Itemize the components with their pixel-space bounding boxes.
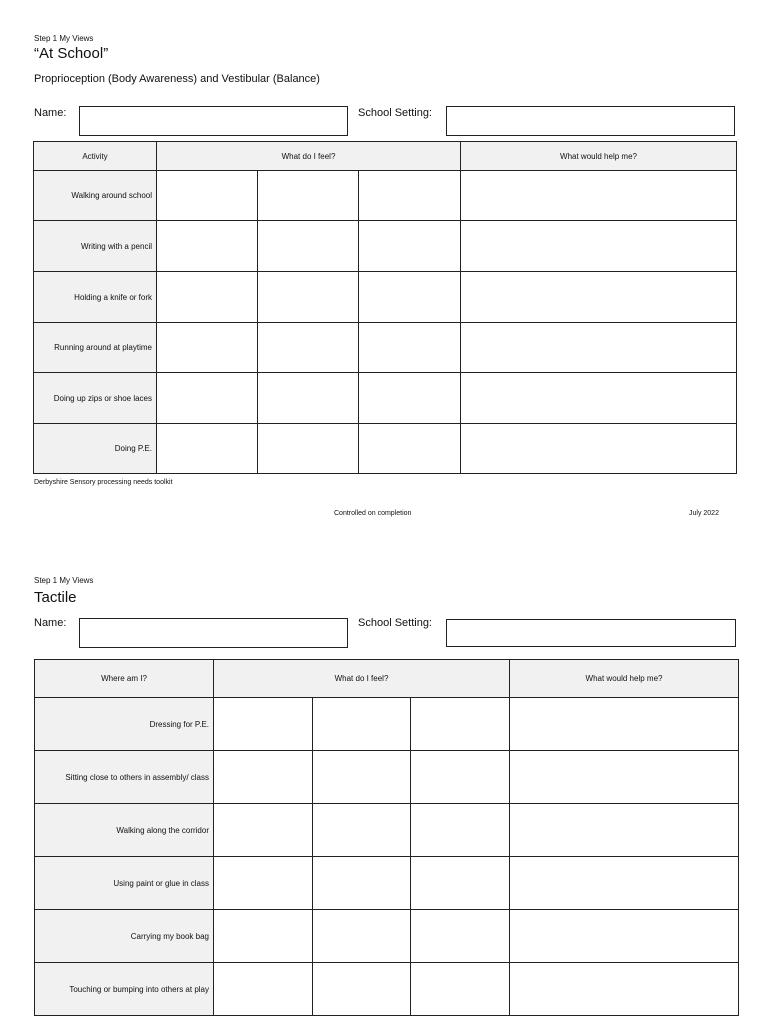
feel-cell[interactable] xyxy=(258,424,359,474)
activity-cell: Holding a knife or fork xyxy=(34,272,157,323)
table-row xyxy=(35,910,739,963)
page-section-tactile xyxy=(0,540,768,1024)
step-label: Step 1 My Views xyxy=(34,576,94,585)
header-what-would-help-me: What would help me? xyxy=(461,142,737,171)
table-row xyxy=(34,171,737,221)
feel-cell[interactable] xyxy=(157,221,258,272)
name-field[interactable] xyxy=(79,618,348,648)
activity-table xyxy=(33,141,737,474)
feel-cell[interactable] xyxy=(157,373,258,424)
page-title: Tactile xyxy=(34,589,77,606)
help-cell[interactable] xyxy=(510,751,739,804)
feel-cell[interactable] xyxy=(313,698,411,751)
feel-cell[interactable] xyxy=(411,910,510,963)
step-label: Step 1 My Views xyxy=(34,34,94,43)
table-header-row xyxy=(34,142,737,171)
activity-cell: Carrying my book bag xyxy=(35,910,214,963)
feel-cell[interactable] xyxy=(258,272,359,323)
table-row xyxy=(35,857,739,910)
table-row xyxy=(34,221,737,272)
help-cell[interactable] xyxy=(510,804,739,857)
feel-cell[interactable] xyxy=(214,698,313,751)
help-cell[interactable] xyxy=(510,963,739,1016)
feel-cell[interactable] xyxy=(258,373,359,424)
table-row xyxy=(34,424,737,474)
feel-cell[interactable] xyxy=(359,221,461,272)
feel-cell[interactable] xyxy=(359,272,461,323)
header-what-do-i-feel: What do I feel? xyxy=(214,660,510,698)
help-cell[interactable] xyxy=(461,221,737,272)
activity-cell: Running around at playtime xyxy=(34,323,157,373)
help-cell[interactable] xyxy=(461,272,737,323)
feel-cell[interactable] xyxy=(359,424,461,474)
activity-cell: Doing up zips or shoe laces xyxy=(34,373,157,424)
table-row xyxy=(35,963,739,1016)
activity-cell: Writing with a pencil xyxy=(34,221,157,272)
feel-cell[interactable] xyxy=(313,857,411,910)
feel-cell[interactable] xyxy=(313,963,411,1016)
table-row xyxy=(35,698,739,751)
school-setting-label: School Setting: xyxy=(358,617,432,629)
table-row xyxy=(34,323,737,373)
feel-cell[interactable] xyxy=(411,804,510,857)
activity-cell: Doing P.E. xyxy=(34,424,157,474)
feel-cell[interactable] xyxy=(313,910,411,963)
table-header-row xyxy=(35,660,739,698)
feel-cell[interactable] xyxy=(214,804,313,857)
activity-cell: Sitting close to others in assembly/ class xyxy=(35,751,214,804)
header-activity: Activity xyxy=(34,142,157,171)
activity-cell: Using paint or glue in class xyxy=(35,857,214,910)
feel-cell[interactable] xyxy=(313,751,411,804)
feel-cell[interactable] xyxy=(258,171,359,221)
table-row xyxy=(35,804,739,857)
school-setting-field[interactable] xyxy=(446,619,736,647)
page-subtitle: Proprioception (Body Awareness) and Vestibular (Balance) xyxy=(34,73,320,85)
feel-cell[interactable] xyxy=(411,963,510,1016)
header-what-would-help-me: What would help me? xyxy=(510,660,739,698)
feel-cell[interactable] xyxy=(214,963,313,1016)
feel-cell[interactable] xyxy=(214,857,313,910)
activity-cell: Walking around school xyxy=(34,171,157,221)
feel-cell[interactable] xyxy=(214,751,313,804)
name-label: Name: xyxy=(34,107,67,119)
help-cell[interactable] xyxy=(461,323,737,373)
help-cell[interactable] xyxy=(461,171,737,221)
name-field[interactable] xyxy=(79,106,348,136)
school-setting-field[interactable] xyxy=(446,106,735,136)
feel-cell[interactable] xyxy=(411,857,510,910)
activity-cell: Walking along the corridor xyxy=(35,804,214,857)
feel-cell[interactable] xyxy=(359,373,461,424)
table-row xyxy=(34,272,737,323)
feel-cell[interactable] xyxy=(214,910,313,963)
tactile-table xyxy=(34,659,739,1016)
feel-cell[interactable] xyxy=(258,323,359,373)
footer-toolkit: Derbyshire Sensory processing needs toolkit xyxy=(34,479,173,486)
footer-controlled: Controlled on completion xyxy=(334,510,412,517)
feel-cell[interactable] xyxy=(157,272,258,323)
feel-cell[interactable] xyxy=(411,751,510,804)
header-what-do-i-feel: What do I feel? xyxy=(157,142,461,171)
table-row xyxy=(34,373,737,424)
table-row xyxy=(35,751,739,804)
page-title: “At School” xyxy=(34,45,109,62)
feel-cell[interactable] xyxy=(157,424,258,474)
help-cell[interactable] xyxy=(461,373,737,424)
feel-cell[interactable] xyxy=(359,323,461,373)
school-setting-label: School Setting: xyxy=(358,107,432,119)
activity-cell: Touching or bumping into others at play xyxy=(35,963,214,1016)
footer-date: July 2022 xyxy=(689,510,719,517)
header-where-am-i: Where am I? xyxy=(35,660,214,698)
feel-cell[interactable] xyxy=(157,171,258,221)
help-cell[interactable] xyxy=(461,424,737,474)
feel-cell[interactable] xyxy=(359,171,461,221)
feel-cell[interactable] xyxy=(258,221,359,272)
activity-cell: Dressing for P.E. xyxy=(35,698,214,751)
feel-cell[interactable] xyxy=(313,804,411,857)
feel-cell[interactable] xyxy=(411,698,510,751)
help-cell[interactable] xyxy=(510,910,739,963)
help-cell[interactable] xyxy=(510,698,739,751)
help-cell[interactable] xyxy=(510,857,739,910)
name-label: Name: xyxy=(34,617,67,629)
feel-cell[interactable] xyxy=(157,323,258,373)
